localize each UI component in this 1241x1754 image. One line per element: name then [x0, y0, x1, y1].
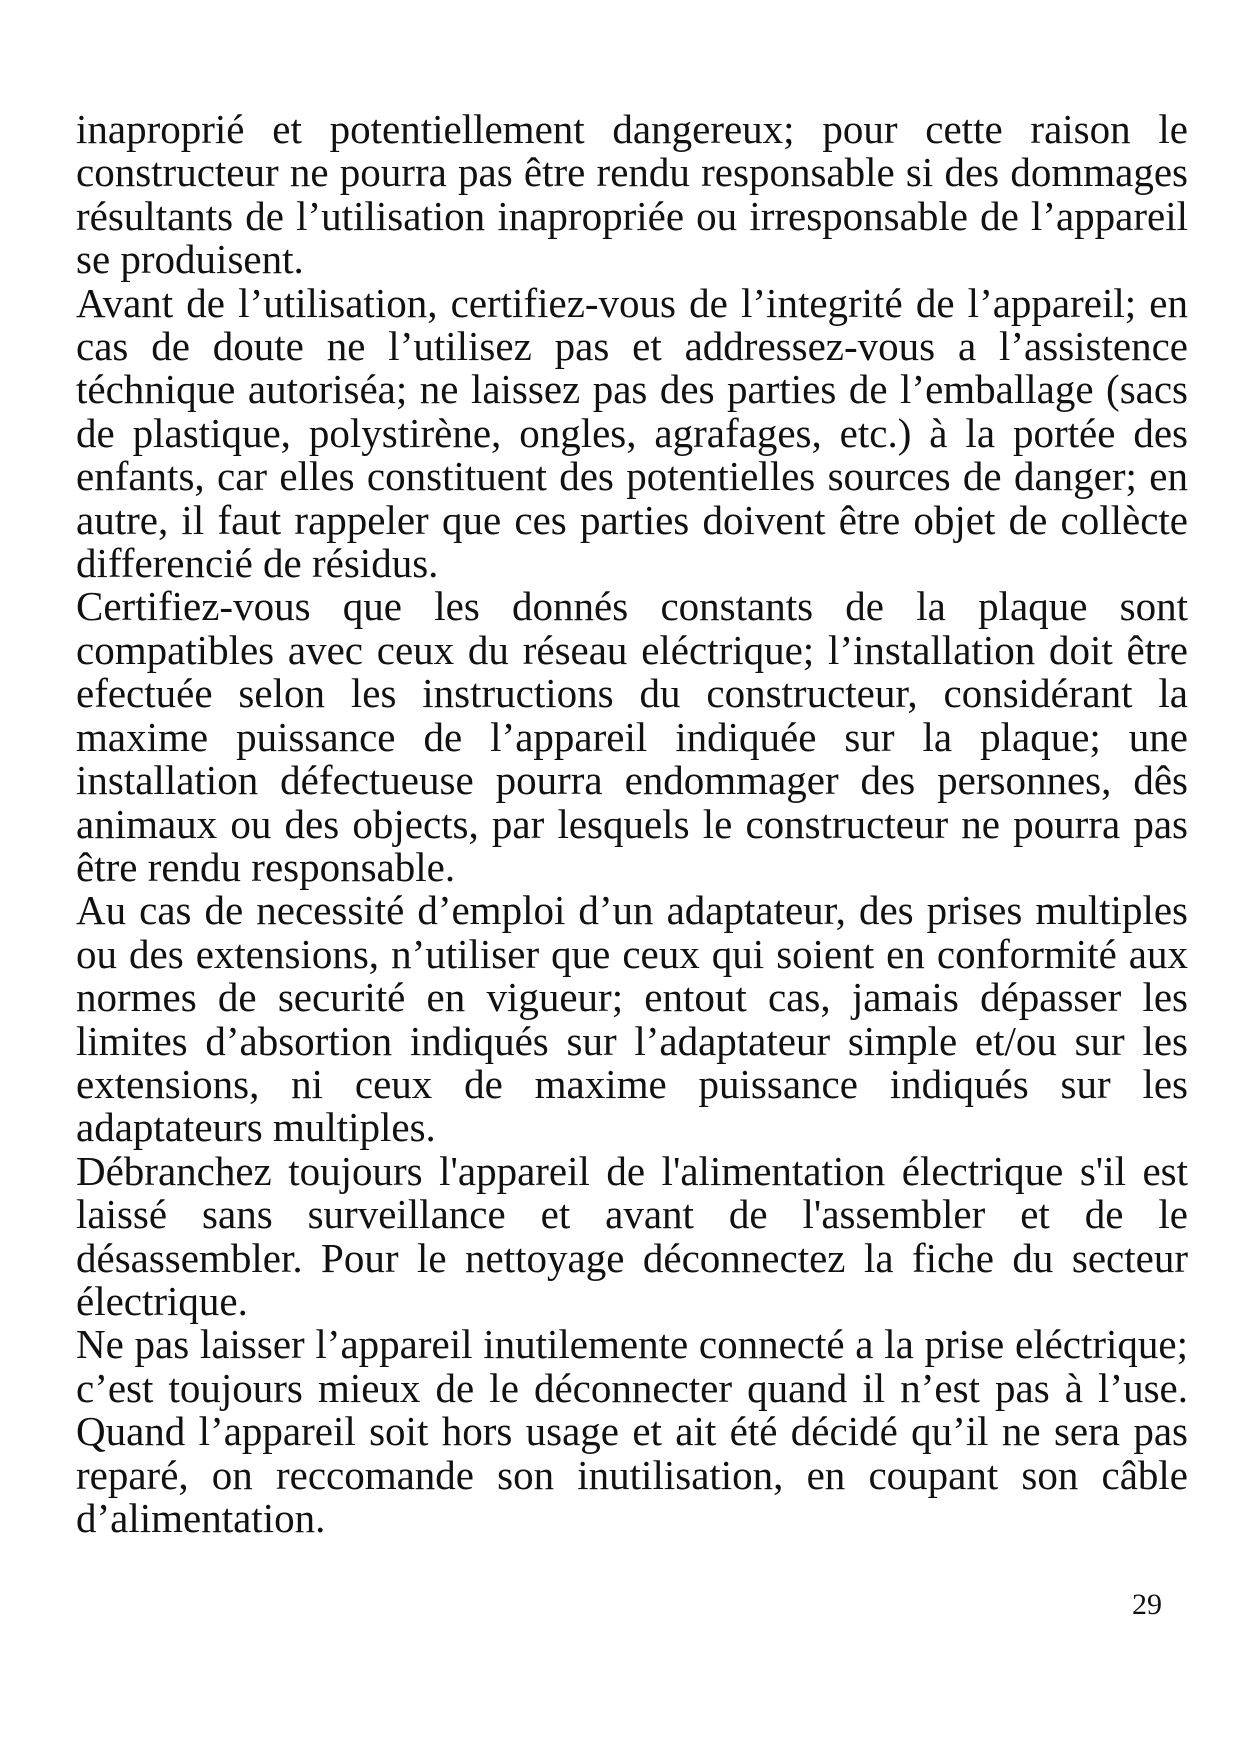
body-text	[76, 108, 1188, 1540]
paragraph-unplug-unattended: Débranchez toujours l'appareil de l'alimentation électrique s'il est laissé sans surveillance et avant de l'assembler et de le désassembler. Pour le nettoyage déconnectez la fiche du secteur électrique.	[76, 1147, 1188, 1324]
paragraph-integrity-check: Avant de l’utilisation, certifiez-vous de l’integrité de l’appareil; en cas de doute ne l’utilisez pas et addressez-vous a l’assistence téchnique autoriséa; ne laissez pas des parties de l’emballage (sacs de plastique, polystirène, ongles, agrafages, etc.) à la portée des enfants, car elles constituent des potentielles sources de danger; en autre, il faut rappeler que ces parties doivent être objet de collècte differencié de résidus.	[76, 279, 1188, 587]
paragraph-disconnect-disposal: Ne pas laisser l’appareil inutilemente connecté a la prise eléctrique; c’est toujours mieux de le déconnecter quand il n’est pas à l’use. Quand l’appareil soit hors usage et ait été décidé qu’il ne sera pas reparé, on reccomande son inutilisation, en coupant son câble d’alimentation.	[76, 1321, 1188, 1541]
page-number: 29	[1132, 1588, 1162, 1621]
paragraph-misuse-liability: inaproprié et potentiellement dangereux; pour cette raison le constructeur ne pourra pas être rendu responsable si des dommages résultants de l’utilisation inapropriée ou irresponsable de l’appareil se produisent.	[76, 106, 1188, 283]
paragraph-adapters-extensions: Au cas de necessité d’emploi d’un adaptateur, des prises multiples ou des extensions, n’utiliser que ceux qui soient en conformité aux normes de securité en vigueur; entout cas, jamais dépasser les limites d’absortion indiqués sur l’adaptateur simple et/ou sur les extensions, ni ceux de maxime puissance indiqués sur les adaptateurs multiples.	[76, 887, 1188, 1151]
paragraph-electrical-compatibility: Certifiez-vous que les donnés constants de la plaque sont compatibles avec ceux du réseau eléctrique; l’installation doit être efectuée selon les instructions du constructeur, considérant la maxime puissance de l’appareil indiquée sur la plaque; une installation défectueuse pourra endommager des personnes, dês animaux ou des objects, par lesquels le constructeur ne pourra pas être rendu responsable.	[76, 583, 1188, 890]
